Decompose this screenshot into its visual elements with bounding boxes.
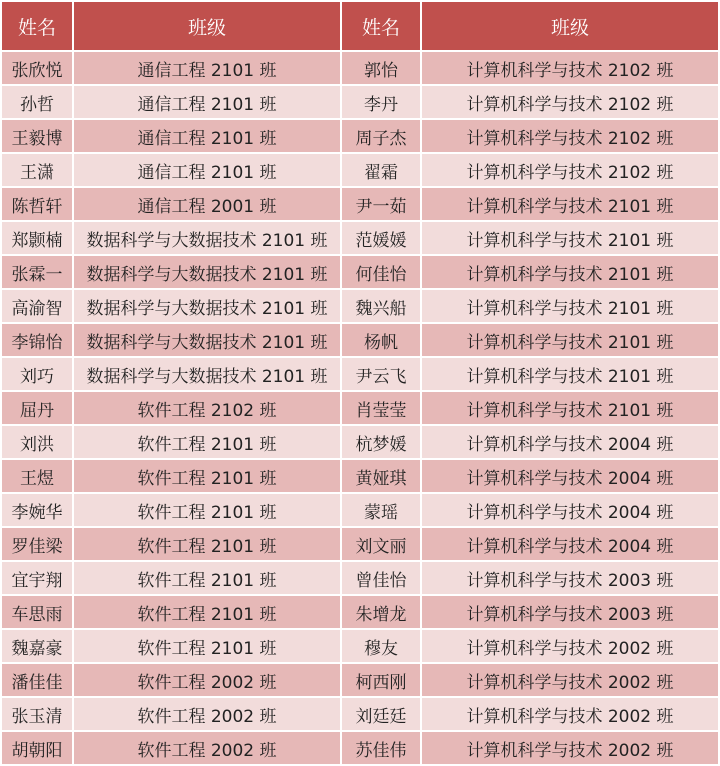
table-row bbox=[2, 154, 718, 186]
student-name-cell: 郭怡 bbox=[342, 52, 420, 84]
table-row bbox=[2, 256, 718, 288]
student-name-cell: 胡朝阳 bbox=[2, 732, 72, 764]
student-name-cell: 张霖一 bbox=[2, 256, 72, 288]
class-cell: 通信工程 2101 班 bbox=[74, 120, 340, 152]
table-row bbox=[2, 426, 718, 458]
student-name-cell: 车思雨 bbox=[2, 596, 72, 628]
table-row bbox=[2, 630, 718, 662]
header-class-left: 班级 bbox=[74, 2, 340, 50]
table-row bbox=[2, 562, 718, 594]
header-name-left: 姓名 bbox=[2, 2, 72, 50]
class-cell: 计算机科学与技术 2002 班 bbox=[422, 698, 718, 730]
student-name-cell: 刘洪 bbox=[2, 426, 72, 458]
table-row bbox=[2, 324, 718, 356]
student-name-cell: 黄娅琪 bbox=[342, 460, 420, 492]
class-cell: 计算机科学与技术 2004 班 bbox=[422, 460, 718, 492]
student-name-cell: 何佳怡 bbox=[342, 256, 420, 288]
class-cell: 数据科学与大数据技术 2101 班 bbox=[74, 358, 340, 390]
class-cell: 通信工程 2101 班 bbox=[74, 154, 340, 186]
student-name-cell: 苏佳伟 bbox=[342, 732, 420, 764]
student-name-cell: 翟霜 bbox=[342, 154, 420, 186]
table-row bbox=[2, 494, 718, 526]
table-row bbox=[2, 188, 718, 220]
class-cell: 计算机科学与技术 2003 班 bbox=[422, 562, 718, 594]
class-cell: 计算机科学与技术 2102 班 bbox=[422, 120, 718, 152]
class-cell: 计算机科学与技术 2004 班 bbox=[422, 426, 718, 458]
table-row bbox=[2, 460, 718, 492]
student-name-cell: 魏嘉豪 bbox=[2, 630, 72, 662]
student-name-cell: 穆友 bbox=[342, 630, 420, 662]
table-body bbox=[2, 52, 718, 764]
student-name-cell: 王潇 bbox=[2, 154, 72, 186]
header-name-right: 姓名 bbox=[342, 2, 420, 50]
table-row bbox=[2, 392, 718, 424]
student-name-cell: 李丹 bbox=[342, 86, 420, 118]
table-row bbox=[2, 528, 718, 560]
student-name-cell: 孙哲 bbox=[2, 86, 72, 118]
table-row bbox=[2, 86, 718, 118]
class-cell: 计算机科学与技术 2102 班 bbox=[422, 86, 718, 118]
student-name-cell: 尹一茹 bbox=[342, 188, 420, 220]
student-name-cell: 李锦怡 bbox=[2, 324, 72, 356]
student-name-cell: 周子杰 bbox=[342, 120, 420, 152]
class-cell: 计算机科学与技术 2002 班 bbox=[422, 732, 718, 764]
table-row bbox=[2, 52, 718, 84]
class-cell: 计算机科学与技术 2101 班 bbox=[422, 222, 718, 254]
student-name-cell: 魏兴船 bbox=[342, 290, 420, 322]
student-name-cell: 王毅博 bbox=[2, 120, 72, 152]
class-cell: 计算机科学与技术 2101 班 bbox=[422, 392, 718, 424]
student-name-cell: 蒙瑶 bbox=[342, 494, 420, 526]
class-cell: 软件工程 2101 班 bbox=[74, 596, 340, 628]
student-name-cell: 宜宇翔 bbox=[2, 562, 72, 594]
student-name-cell: 李婉华 bbox=[2, 494, 72, 526]
student-name-cell: 刘文丽 bbox=[342, 528, 420, 560]
student-name-cell: 陈哲轩 bbox=[2, 188, 72, 220]
student-name-cell: 潘佳佳 bbox=[2, 664, 72, 696]
student-name-cell: 肖莹莹 bbox=[342, 392, 420, 424]
table-row bbox=[2, 290, 718, 322]
student-name-cell: 尹云飞 bbox=[342, 358, 420, 390]
class-cell: 通信工程 2001 班 bbox=[74, 188, 340, 220]
student-name-cell: 曾佳怡 bbox=[342, 562, 420, 594]
table-header bbox=[2, 2, 718, 50]
header-row bbox=[2, 2, 718, 50]
class-cell: 计算机科学与技术 2004 班 bbox=[422, 494, 718, 526]
class-cell: 软件工程 2101 班 bbox=[74, 460, 340, 492]
table-row bbox=[2, 596, 718, 628]
class-cell: 计算机科学与技术 2002 班 bbox=[422, 664, 718, 696]
student-name-cell: 柯西刚 bbox=[342, 664, 420, 696]
class-cell: 计算机科学与技术 2101 班 bbox=[422, 324, 718, 356]
table-row bbox=[2, 698, 718, 730]
class-cell: 数据科学与大数据技术 2101 班 bbox=[74, 256, 340, 288]
class-cell: 软件工程 2002 班 bbox=[74, 732, 340, 764]
class-cell: 软件工程 2101 班 bbox=[74, 562, 340, 594]
class-cell: 软件工程 2101 班 bbox=[74, 494, 340, 526]
class-cell: 通信工程 2101 班 bbox=[74, 52, 340, 84]
class-cell: 计算机科学与技术 2101 班 bbox=[422, 256, 718, 288]
student-name-cell: 罗佳梁 bbox=[2, 528, 72, 560]
class-cell: 通信工程 2101 班 bbox=[74, 86, 340, 118]
student-name-cell: 屈丹 bbox=[2, 392, 72, 424]
student-name-cell: 刘廷廷 bbox=[342, 698, 420, 730]
class-cell: 软件工程 2101 班 bbox=[74, 426, 340, 458]
student-name-cell: 郑颢楠 bbox=[2, 222, 72, 254]
class-cell: 软件工程 2102 班 bbox=[74, 392, 340, 424]
class-cell: 数据科学与大数据技术 2101 班 bbox=[74, 222, 340, 254]
table-row bbox=[2, 664, 718, 696]
student-name-cell: 刘巧 bbox=[2, 358, 72, 390]
student-name-cell: 王煜 bbox=[2, 460, 72, 492]
student-name-cell: 杨帆 bbox=[342, 324, 420, 356]
class-cell: 计算机科学与技术 2102 班 bbox=[422, 154, 718, 186]
table-row bbox=[2, 358, 718, 390]
class-cell: 计算机科学与技术 2002 班 bbox=[422, 630, 718, 662]
class-cell: 软件工程 2002 班 bbox=[74, 664, 340, 696]
class-cell: 计算机科学与技术 2101 班 bbox=[422, 188, 718, 220]
student-name-cell: 高渝智 bbox=[2, 290, 72, 322]
class-cell: 软件工程 2101 班 bbox=[74, 630, 340, 662]
student-name-cell: 张玉清 bbox=[2, 698, 72, 730]
class-cell: 计算机科学与技术 2101 班 bbox=[422, 290, 718, 322]
class-cell: 软件工程 2002 班 bbox=[74, 698, 340, 730]
student-name-cell: 范媛媛 bbox=[342, 222, 420, 254]
class-cell: 计算机科学与技术 2101 班 bbox=[422, 358, 718, 390]
student-name-cell: 朱增龙 bbox=[342, 596, 420, 628]
header-class-right: 班级 bbox=[422, 2, 718, 50]
class-cell: 软件工程 2101 班 bbox=[74, 528, 340, 560]
class-cell: 数据科学与大数据技术 2101 班 bbox=[74, 324, 340, 356]
class-cell: 数据科学与大数据技术 2101 班 bbox=[74, 290, 340, 322]
class-cell: 计算机科学与技术 2102 班 bbox=[422, 52, 718, 84]
student-name-cell: 张欣悦 bbox=[2, 52, 72, 84]
class-cell: 计算机科学与技术 2003 班 bbox=[422, 596, 718, 628]
table-row bbox=[2, 222, 718, 254]
table-row bbox=[2, 120, 718, 152]
student-name-cell: 杭梦媛 bbox=[342, 426, 420, 458]
table-row bbox=[2, 732, 718, 764]
class-cell: 计算机科学与技术 2004 班 bbox=[422, 528, 718, 560]
